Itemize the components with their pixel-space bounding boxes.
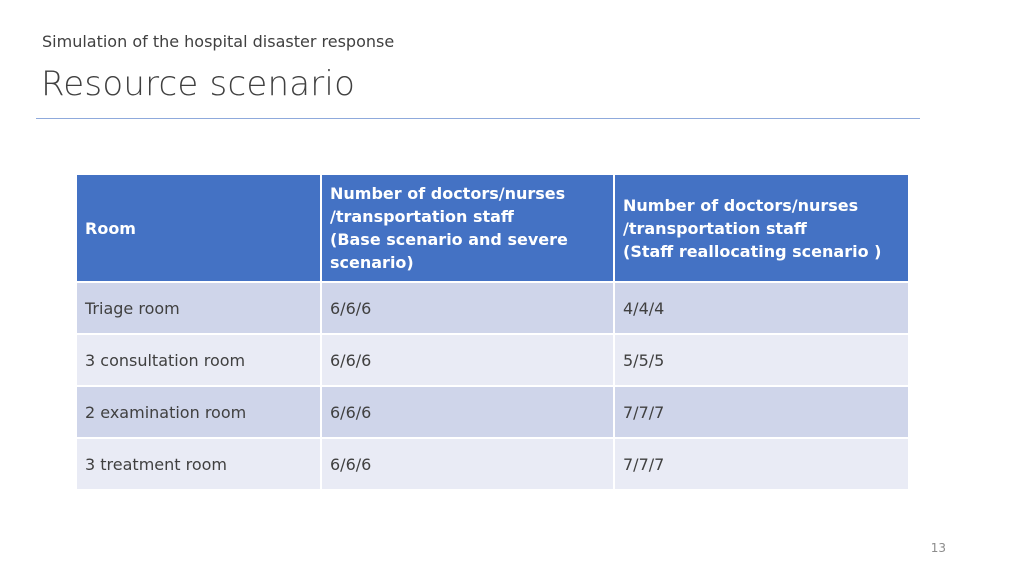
- cell-room: Triage room: [76, 282, 321, 334]
- cell-room: 3 consultation room: [76, 334, 321, 386]
- cell-base: 6/6/6: [321, 438, 614, 490]
- header-line: scenario): [330, 253, 414, 272]
- header-base-scenario: [321, 174, 614, 282]
- page-number: 13: [930, 541, 946, 555]
- header-line: (Base scenario and severe: [330, 230, 568, 249]
- cell-room: 2 examination room: [76, 386, 321, 438]
- title-divider: [36, 118, 920, 119]
- resource-table: [75, 173, 910, 491]
- header-reallocating-scenario: [614, 174, 909, 282]
- cell-base: 6/6/6: [321, 334, 614, 386]
- header-room: [76, 174, 321, 282]
- cell-realloc: 5/5/5: [614, 334, 909, 386]
- table-header-row: [76, 174, 909, 282]
- table-row: [76, 386, 909, 438]
- cell-realloc: 7/7/7: [614, 438, 909, 490]
- table-row: [76, 438, 909, 490]
- table-row: [76, 334, 909, 386]
- header-line: /transportation staff: [330, 207, 514, 226]
- cell-realloc: 7/7/7: [614, 386, 909, 438]
- header-line: (Staff reallocating scenario ): [623, 241, 882, 261]
- slide-subtitle: Simulation of the hospital disaster response: [42, 32, 395, 51]
- cell-base: 6/6/6: [321, 282, 614, 334]
- cell-realloc: 4/4/4: [614, 282, 909, 334]
- slide-title: Resource scenario: [41, 64, 356, 104]
- header-line: Room: [85, 218, 136, 238]
- cell-base: 6/6/6: [321, 386, 614, 438]
- header-line: /transportation staff: [623, 218, 807, 238]
- cell-room: 3 treatment room: [76, 438, 321, 490]
- header-line: Number of doctors/nurses: [330, 184, 566, 203]
- table-row: [76, 282, 909, 334]
- header-line: Number of doctors/nurses: [623, 195, 859, 215]
